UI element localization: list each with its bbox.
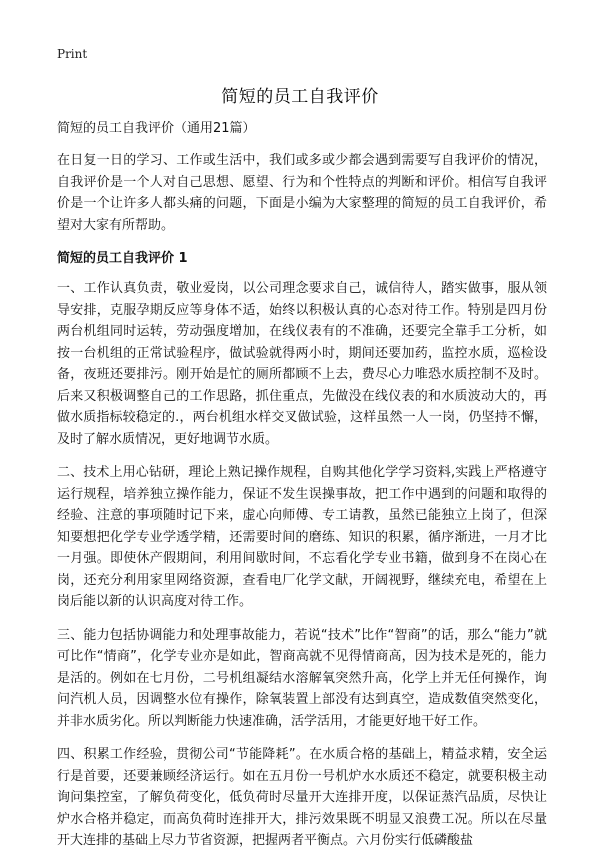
page-title: 简短的员工自我评价 — [221, 87, 379, 107]
body-paragraph-2: 二、技术上用心钻研，理论上熟记操作规程，自购其他化学学习资料,实践上严格遵守运行规程，培养独立操作能力，保证不发生误操事故，把工作中遇到的问题和取得的经验、注意的事项随时记下来，虚心向师傅、专工请教，虽然已能独立上岗了，但深知要想把化学专业学透学精，还需要时间的磨练、知识的积累，循序渐进，一月才比一月强。即使休产假期间，利用间歇时间，不忘看化学专业书籍，做到身不在岗心在岗，还充分利用家里网络资源，查看电厂化学文献，开阔视野，继续充电，希望在上岗后能以新的认识高度对待工作。 — [57, 465, 547, 609]
print-label[interactable]: Print — [57, 47, 88, 61]
body-paragraph-3: 三、能力包括协调能力和处理事故能力，若说“技术”比作“智商”的话，那么“能力”就可比作“情商”，化学专业亦是如此，智商高就不见得情商高，因为技术是死的，能力是活的。例如在七月份，二号机组凝结水溶解氧突然升高，化学上并无任何操作，询问汽机人员，因调整水位有操作，除氧装置上部没有达到真空，造成数值突然变化，并非水质劣化。所以判断能力快速准确，活学活用，才能更好地干好工作。 — [57, 627, 547, 729]
article-body — [57, 118, 547, 864]
article-subtitle: 简短的员工自我评价（通用21篇） — [57, 121, 256, 136]
body-paragraph-1: 一、工作认真负责，敬业爱岗，以公司理念要求自己，诚信待人，踏实做事，服从领导安排，克服孕期反应等身体不适，始终以积极认真的心态对待工作。特别是四月份两台机组同时运转，劳动强度增加，在线仪表有的不准确，还要完全靠手工分析，如按一台机组的正常试验程序，做试验就得两小时，期间还要加药，监控水质，巡检设备，夜班还要排污。刚开始是忙的厕所都顾不上去，费尽心力唯恐水质控制不及时。后来又积极调整自己的工作思路，抓住重点，先做没在线仪表的和水质波动大的，再做水质指标较稳定的.，两台机组水样交叉做试验，这样虽然一人一岗，仍坚持不懈，及时了解水质情况，更好地调节水质。 — [57, 281, 547, 447]
section-heading: 简短的员工自我评价 1 — [57, 251, 188, 266]
intro-paragraph: 在日复一日的学习、工作或生活中，我们或多或少都会遇到需要写自我评价的情况，自我评价是一个人对自己思想、愿望、行为和个性特点的判断和评价。相信写自我评价是一个让许多人都头痛的问题，下面是小编为大家整理的简短的员工自我评价，希望对大家有所帮助。 — [57, 153, 547, 233]
body-paragraph-4: 四、积累工作经验，贯彻公司“节能降耗”。在水质合格的基础上，精益求精，安全运行是首要，还要兼顾经济运行。如在五月份一号机炉水水质还不稳定，就要积极主动询问集控室，了解负荷变化，低负荷时尽量开大连排开度，以保证蒸汽品质，尽快让炉水合格并稳定，而高负荷时连排开大，排污效果既不明显又浪费工况。所以在尽量开大连排的基础上尽力节省资源，把握两者平衡点。六月份实行低磷酸盐 — [57, 747, 547, 848]
